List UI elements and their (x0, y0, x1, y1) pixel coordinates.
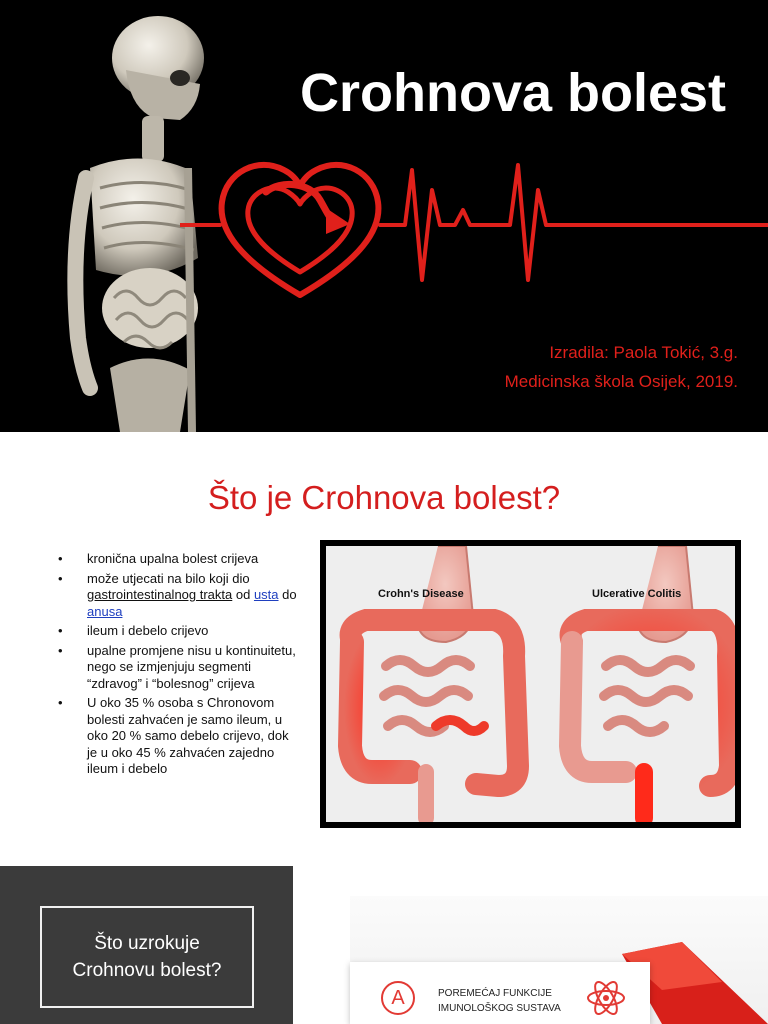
crohn-vs-colitis-figure (320, 540, 741, 828)
presentation-title: Crohnova bolest (300, 63, 727, 123)
crohns-disease-label: Crohn's Disease (378, 588, 464, 600)
crohns-diagram (350, 546, 518, 818)
school-line: Medicinska škola Osijek, 2019. (504, 372, 738, 391)
cause-line1: POREMEĆAJ FUNKCIJE (438, 988, 552, 999)
list-item (58, 623, 298, 640)
bullet-text: upalne promjene nisu u kontinuitetu, nego se izmjenjuju segmenti “zdravog” i “bolesnog” crijeva (87, 642, 296, 691)
author-info (505, 338, 738, 396)
list-item (58, 695, 298, 778)
causes-panel (0, 866, 293, 1024)
slide-heading: Što je Crohnova bolest? (207, 479, 561, 516)
bullet-text: U oko 35 % osoba s Chronovom bolesti zahvaćen je samo ileum, u oko 20 % samo debelo crijevo, dok je u oko 45 % zahvaćen zajedno ileum i debelo (87, 695, 289, 776)
gi-tract-term: gastrointestinalnog trakta (87, 587, 233, 602)
cause-letter-badge: A (381, 981, 415, 1015)
author-line: Izradila: Paola Tokić, 3.g. (549, 343, 738, 362)
figure-canvas (326, 546, 735, 822)
title-slide (0, 0, 768, 432)
causes-heading-line2: Crohnovu bolest? (72, 960, 222, 981)
causes-slide (0, 866, 768, 1024)
bullet-text: može utjecati na bilo koji dio (87, 570, 250, 586)
atom-icon (584, 976, 628, 1020)
bullet-text: ileum i debelo crijevo (87, 623, 209, 638)
causes-heading-box (40, 906, 254, 1008)
definition-list (58, 551, 298, 781)
colitis-diagram (570, 546, 730, 818)
definition-slide (0, 433, 768, 865)
cause-line2: IMUNOLOŠKOG SUSTAVA (438, 1003, 561, 1014)
ulcerative-colitis-label: Ulcerative Colitis (592, 588, 682, 600)
list-item (58, 643, 298, 693)
bullet-text: kronična upalna bolest crijeva (87, 551, 259, 566)
bullet-text: do (278, 587, 297, 602)
causes-heading-line1: Što uzrokuje (94, 933, 200, 954)
bullet-text: od (232, 587, 254, 602)
anusa-link[interactable]: anusa (87, 603, 123, 619)
list-item (58, 551, 298, 568)
usta-link[interactable]: usta (253, 587, 279, 602)
heartbeat-heart-icon (180, 150, 768, 300)
cause-item-text (438, 986, 561, 1016)
list-item (58, 571, 298, 621)
